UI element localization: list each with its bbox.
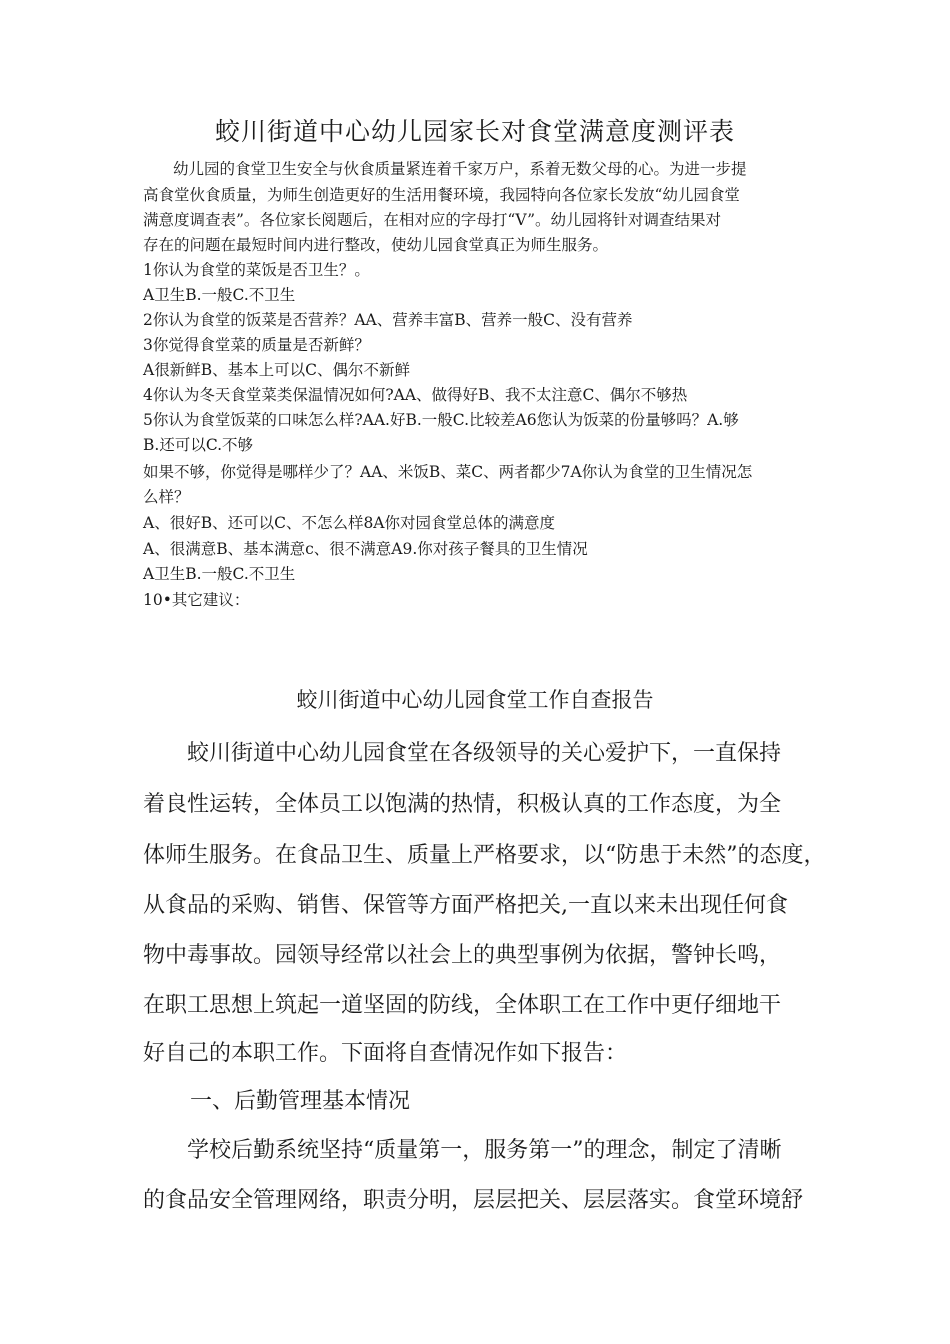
- survey-question: 5你认为食堂饭菜的口味怎么样?AA.好B.一般C.比较差A6您认为饭菜的份量够吗？A.够: [143, 411, 739, 429]
- report-paragraph-line: 的食品安全管理网络，职责分明，层层把关、层层落实。食堂环境舒: [143, 1188, 804, 1213]
- report-section-heading: 一、后勤管理基本情况: [190, 1089, 411, 1114]
- survey-question: 如果不够，你觉得是哪样少了？AA、米饭B、菜C、两者都少7A你认为食堂的卫生情况怎: [143, 463, 753, 481]
- report-paragraph-line: 蛟川街道中心幼儿园食堂在各级领导的关心爱护下，一直保持: [187, 741, 782, 766]
- survey-options: A卫生B.一般C.不卫生: [143, 565, 296, 583]
- report-paragraph-line: 着良性运转，全体员工以饱满的热情，积极认真的工作态度，为全: [143, 792, 782, 817]
- survey-question: 1你认为食堂的菜饭是否卫生？。: [143, 261, 370, 279]
- survey-question: A、很好B、还可以C、不怎么样8A你对园食堂总体的满意度: [143, 514, 556, 532]
- survey-question: 么样？: [143, 488, 190, 506]
- survey-intro-line: 满意度调查表”。各位家长阅题后，在相对应的字母打“V”。幼儿园将针对调查结果对: [143, 211, 722, 229]
- survey-intro-line: 存在的问题在最短时间内进行整改，使幼儿园食堂真正为师生服务。: [143, 236, 609, 254]
- report-paragraph-line: 物中毒事故。园领导经常以社会上的典型事例为依据，警钟长鸣，: [143, 943, 782, 968]
- survey-question: 3你觉得食堂菜的质量是否新鲜？: [143, 336, 370, 354]
- survey-intro-line: 高食堂伙食质量，为师生创造更好的生活用餐环境，我园特向各位家长发放“幼儿园食堂: [143, 186, 740, 204]
- report-paragraph-line: 体师生服务。在食品卫生、质量上严格要求，以“防患于未然”的态度，: [143, 843, 826, 868]
- survey-question: 4你认为冬天食堂菜类保温情况如何?AA、做得好B、我不太注意C、偶尔不够热: [143, 386, 688, 404]
- report-title: 蛟川街道中心幼儿园食堂工作自查报告: [296, 688, 654, 712]
- report-paragraph-line: 在职工思想上筑起一道坚固的防线，全体职工在工作中更仔细地干: [143, 993, 782, 1018]
- survey-options: B.还可以C.不够: [143, 436, 254, 454]
- survey-options: A卫生B.一般C.不卫生: [143, 286, 296, 304]
- survey-question: 10•其它建议：: [143, 591, 250, 609]
- survey-question: 2你认为食堂的饭菜是否营养？AA、营养丰富B、营养一般C、没有营养: [143, 311, 633, 329]
- report-paragraph-line: 好自己的本职工作。下面将自查情况作如下报告：: [143, 1041, 628, 1066]
- survey-title: 蛟川街道中心幼儿园家长对食堂满意度测评表: [214, 117, 735, 146]
- report-paragraph-line: 学校后勤系统坚持“质量第一，服务第一”的理念，制定了清晰: [187, 1138, 782, 1163]
- survey-options: A很新鲜B、基本上可以C、偶尔不新鲜: [143, 361, 410, 379]
- report-paragraph-line: 从食品的采购、销售、保管等方面严格把关,一直以来未出现任何食: [143, 893, 788, 918]
- survey-question: A、很满意B、基本满意c、很不满意A9.你对孩子餐具的卫生情况: [143, 540, 588, 558]
- survey-intro-line: 幼儿园的食堂卫生安全与伙食质量紧连着千家万户，系着无数父母的心。为进一步提: [173, 160, 747, 178]
